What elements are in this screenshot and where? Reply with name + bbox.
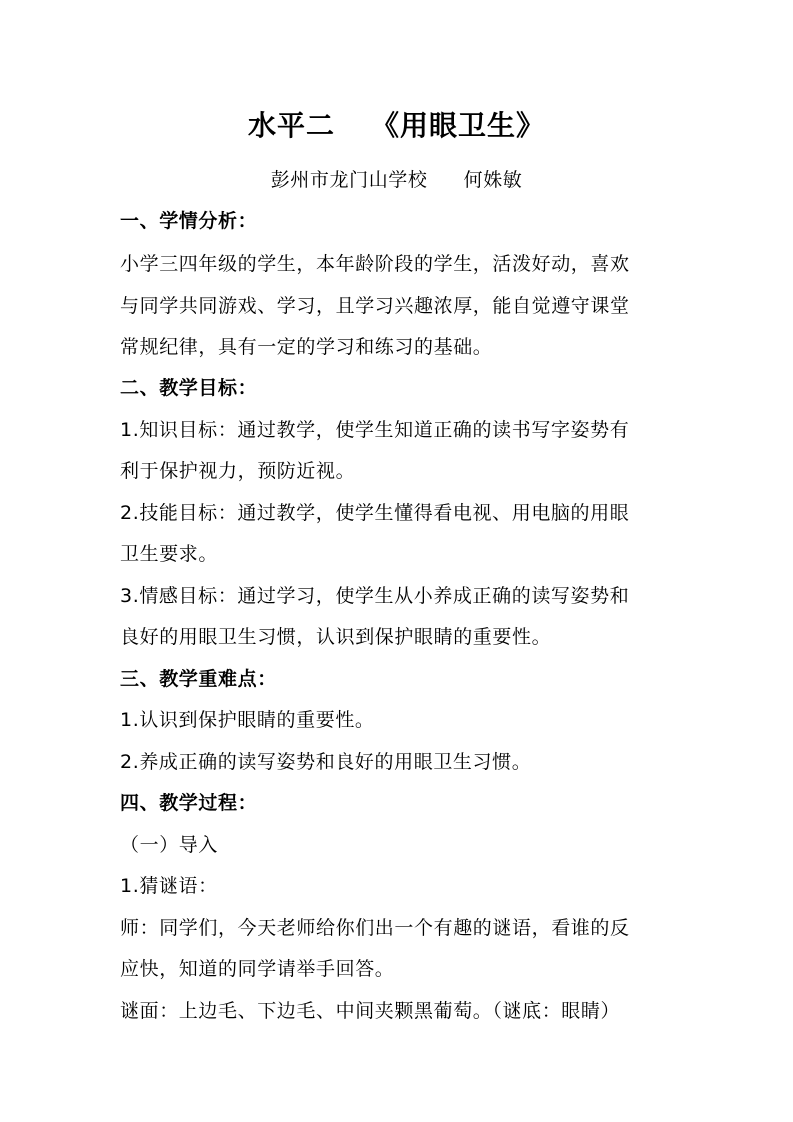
document-byline	[0, 160, 793, 200]
paragraph-line: 师：同学们，今天老师给你们出一个有趣的谜语，看谁的反	[120, 917, 630, 939]
paragraph-line: 1.认识到保护眼睛的重要性。	[120, 709, 375, 731]
paragraph-line: 小学三四年级的学生，本年龄阶段的学生，活泼好动，喜欢	[120, 253, 630, 275]
paragraph-line: 1.知识目标：通过教学，使学生知道正确的读书写字姿势有	[120, 419, 630, 441]
section-heading-goals: 二、教学目标：	[120, 377, 258, 399]
document-title	[0, 106, 793, 146]
title-name: 《用眼卫生》	[371, 109, 546, 142]
paragraph-line: 卫生要求。	[120, 543, 219, 565]
section-heading-key-points: 三、教学重难点：	[120, 668, 277, 690]
paragraph-line: 良好的用眼卫生习惯，认识到保护眼睛的重要性。	[120, 626, 552, 648]
paragraph-line: 利于保护视力，预防近视。	[120, 460, 356, 482]
paragraph-line: 应快，知道的同学请举手回答。	[120, 958, 395, 980]
title-level: 水平二	[247, 109, 335, 142]
section-heading-analysis: 一、学情分析：	[120, 210, 258, 232]
author-name: 何姝敏	[463, 169, 523, 191]
paragraph-line: 与同学共同游戏、学习，且学习兴趣浓厚，能自觉遵守课堂	[120, 295, 630, 317]
paragraph-line: 2.技能目标：通过教学，使学生懂得看电视、用电脑的用眼	[120, 502, 630, 524]
paragraph-line: 2.养成正确的读写姿势和良好的用眼卫生习惯。	[120, 751, 532, 773]
paragraph-line: 谜面：上边毛、下边毛、中间夹颗黑葡萄。（谜底：眼睛）	[120, 1000, 621, 1022]
subsection-heading: （一）导入	[120, 834, 219, 856]
paragraph-line: 1.猜谜语：	[120, 875, 218, 897]
paragraph-line: 常规纪律，具有一定的学习和练习的基础。	[120, 336, 493, 358]
paragraph-line: 3.情感目标：通过学习，使学生从小养成正确的读写姿势和	[120, 585, 630, 607]
school-name: 彭州市龙门山学校	[270, 169, 428, 191]
section-heading-process: 四、教学过程：	[120, 792, 258, 814]
